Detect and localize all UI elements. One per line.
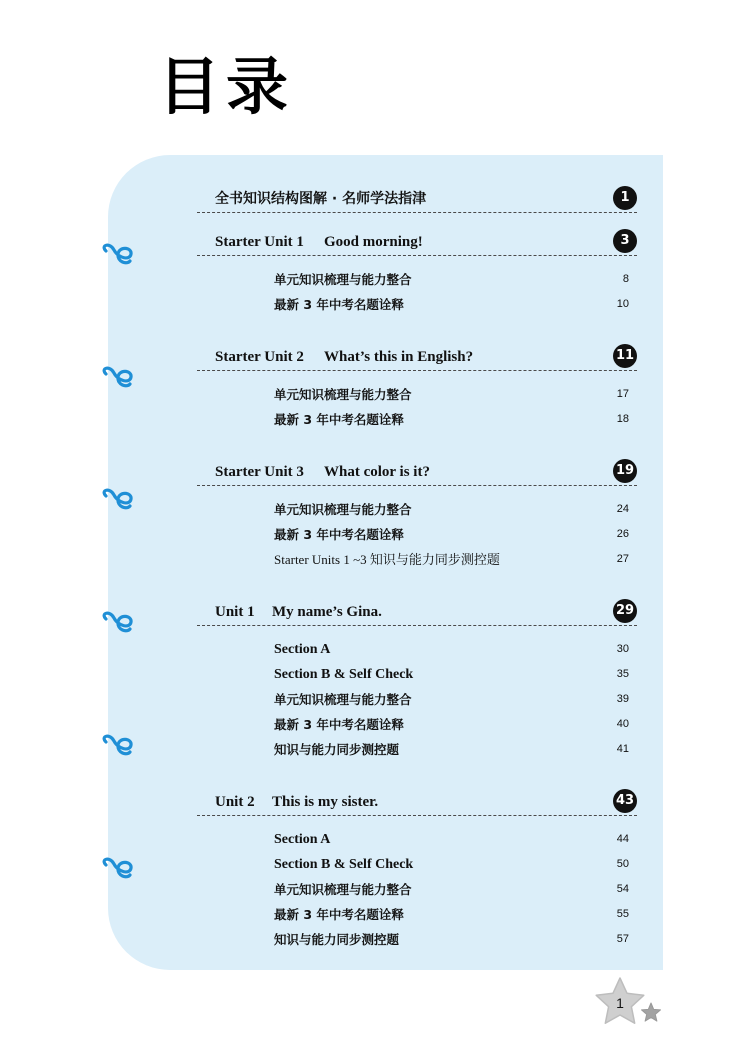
- toc-item-title: 单元知识梳理与能力整合: [274, 387, 412, 402]
- binder-ring-icon: [97, 487, 137, 513]
- toc-item-page: 10: [616, 298, 629, 310]
- toc-heading: [197, 229, 637, 256]
- toc-item: [197, 927, 637, 952]
- toc-item-title: Section A: [274, 832, 331, 847]
- toc-item-title: Section A: [274, 642, 331, 657]
- unit-title: This is my sister.: [272, 794, 379, 810]
- toc-item-title: 最新 3 年中考名题诠释: [274, 297, 404, 312]
- toc-item-title: 最新 3 年中考名题诠释: [274, 412, 404, 427]
- toc-item: [197, 852, 637, 877]
- toc-item: [197, 547, 637, 572]
- page-number: 1: [616, 995, 624, 1011]
- toc-item: [197, 687, 637, 712]
- page-title: 目录: [158, 50, 295, 123]
- unit-title: My name’s Gina.: [272, 604, 382, 620]
- page-badge: 19: [613, 459, 637, 483]
- toc-item-title: Section B & Self Check: [274, 667, 414, 682]
- toc-item: [197, 712, 637, 737]
- page-badge: 43: [613, 789, 637, 813]
- unit-label: Unit 1: [215, 604, 255, 620]
- binder-ring-icon: [97, 856, 137, 882]
- toc-item: [197, 522, 637, 547]
- small-star-icon: [641, 1003, 660, 1021]
- page-badge: 1: [613, 186, 637, 210]
- toc-item-page: 57: [616, 933, 629, 945]
- unit-title: What’s this in English?: [324, 349, 474, 365]
- page-badge: 3: [613, 229, 637, 253]
- toc-section-starter-unit-1: [197, 229, 637, 317]
- toc-item-page: 40: [616, 718, 629, 730]
- toc-item: [197, 292, 637, 317]
- toc-section-unit-2: [197, 789, 637, 952]
- toc-item-list: [197, 637, 637, 762]
- toc-item-page: 27: [616, 553, 629, 565]
- toc-heading: [197, 344, 637, 371]
- toc-item: [197, 902, 637, 927]
- toc-section-overview: [197, 186, 637, 213]
- toc-item: [197, 827, 637, 852]
- toc-item-page: 35: [616, 668, 629, 680]
- page-badge: 11: [613, 344, 637, 368]
- toc-heading: [197, 599, 637, 626]
- toc-item-page: 39: [616, 693, 629, 705]
- toc-section-unit-1: [197, 599, 637, 762]
- toc-heading: [197, 789, 637, 816]
- toc-item: [197, 737, 637, 762]
- toc-item-page: 54: [616, 883, 629, 895]
- toc-item-title: 单元知识梳理与能力整合: [274, 882, 412, 897]
- toc-item-page: 17: [616, 388, 629, 400]
- toc-item-title: Starter Units 1 ~3 知识与能力同步测控题: [274, 552, 500, 567]
- toc-item-list: [197, 497, 637, 572]
- toc-item: [197, 497, 637, 522]
- toc-item-title: 知识与能力同步测控题: [274, 932, 400, 947]
- toc-item-page: 26: [616, 528, 629, 540]
- toc-item-list: [197, 827, 637, 952]
- toc-item-page: 18: [616, 413, 629, 425]
- toc-item-page: 44: [616, 833, 629, 845]
- toc-item: [197, 267, 637, 292]
- toc-item-page: 30: [616, 643, 629, 655]
- toc-item-title: 最新 3 年中考名题诠释: [274, 907, 404, 922]
- toc-item-title: 单元知识梳理与能力整合: [274, 502, 412, 517]
- toc-item-list: [197, 382, 637, 432]
- binder-ring-icon: [97, 365, 137, 391]
- unit-title: Good morning!: [324, 234, 423, 250]
- binder-ring-icon: [97, 242, 137, 268]
- binder-ring-icon: [97, 610, 137, 636]
- toc-item-title: 知识与能力同步测控题: [274, 742, 400, 757]
- toc-item: [197, 407, 637, 432]
- toc-section-starter-unit-2: [197, 344, 637, 432]
- toc-item-title: 单元知识梳理与能力整合: [274, 692, 412, 707]
- toc-item-title: 最新 3 年中考名题诠释: [274, 717, 404, 732]
- toc-item: [197, 877, 637, 902]
- toc-item-page: 41: [616, 743, 629, 755]
- unit-title: What color is it?: [324, 464, 430, 480]
- toc-item-page: 50: [616, 858, 629, 870]
- toc-heading: [197, 459, 637, 486]
- unit-label: Starter Unit 3: [215, 464, 304, 480]
- toc-item: [197, 662, 637, 687]
- binder-ring-icon: [97, 733, 137, 759]
- toc-item-title: 最新 3 年中考名题诠释: [274, 527, 404, 542]
- toc-item-page: 8: [622, 273, 629, 285]
- unit-label: Unit 2: [215, 794, 255, 810]
- toc-item: [197, 637, 637, 662]
- toc-item: [197, 382, 637, 407]
- page-badge: 29: [613, 599, 637, 623]
- toc-heading: [197, 186, 637, 213]
- toc-item-page: 55: [616, 908, 629, 920]
- unit-label: Starter Unit 2: [215, 349, 304, 365]
- toc-section-starter-unit-3: [197, 459, 637, 572]
- toc-item-list: [197, 267, 637, 317]
- toc-item-title: 单元知识梳理与能力整合: [274, 272, 412, 287]
- section-title: 全书知识结构图解 · 名师学法指津: [215, 191, 427, 207]
- toc-item-page: 24: [616, 503, 629, 515]
- unit-label: Starter Unit 1: [215, 234, 304, 250]
- toc-item-title: Section B & Self Check: [274, 857, 414, 872]
